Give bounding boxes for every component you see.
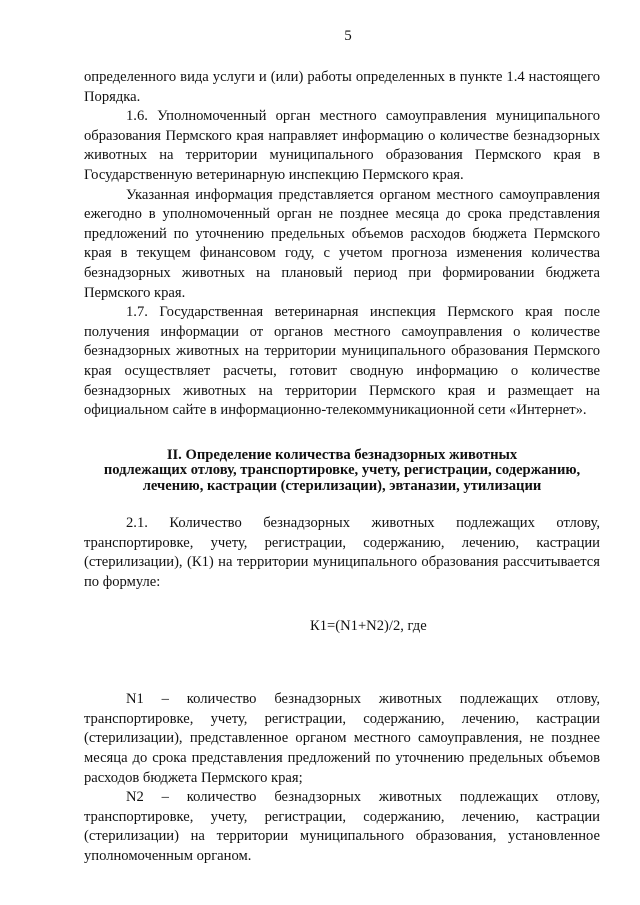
paragraph-2-1: 2.1. Количество безнадзорных животных подлежащих отлову, транспортировке, учету, регистрации, содержанию, лечению, кастрации (стерилизации), (К1) на территории муниципального образования рассчитывается по формуле: <box>84 515 600 590</box>
page-number: 5 <box>344 28 352 44</box>
section-title-line-1: II. Определение количества безнадзорных животных <box>166 446 518 463</box>
paragraph-1-6-info: Указанная информация представляется органом местного самоуправления ежегодно в уполномоченный орган не позднее месяца до срока представления предложений по уточнению предельных объемов расходов бюджета Пермского края в текущем финансовом году, с учетом прогноза изменения количества безнадзорных животных на плановый период при формировании бюджета Пермского края. <box>84 186 600 301</box>
paragraph-1-6: 1.6. Уполномоченный орган местного самоуправления муниципального образования Пермского края направляет информацию о количестве безнадзорных животных на территории муниципального образования Пермского края в Государственную ветеринарную инспекцию Пермского края. <box>84 108 600 183</box>
paragraph-1-7: 1.7. Государственная ветеринарная инспекция Пермского края после получения информации от органов местного самоуправления о количестве безнадзорных животных на территории муниципального образования Пермского края осуществляет расчеты, готовит сводную информацию о количестве безнадзорных животных на территории Пермского края и размещает на официальном сайте в информационно-телекоммуникационной сети «Интернет». <box>84 304 600 419</box>
section-title-line-3: лечению, кастрации (стерилизации), эвтаназии, утилизации <box>142 477 542 494</box>
formula: К1=(N1+N2)/2, где <box>310 617 427 634</box>
section-title <box>84 448 600 495</box>
section-title-line-2: подлежащих отлову, транспортировке, учету, регистрации, содержанию, <box>103 462 581 479</box>
definition-n2: N2 – количество безнадзорных животных подлежащих отлову, транспортировке, учету, регистрации, содержанию, лечению, кастрации (стерилизации) на территории муниципального образования, установленное уполномоченным органом. <box>84 789 600 864</box>
definition-n1: N1 – количество безнадзорных животных подлежащих отлову, транспортировке, учету, регистрации, содержанию, лечению, кастрации (стерилизации), представленное органом местного самоуправления, не позднее месяца до срока представления предложений по уточнению предельных объемов расходов бюджета Пермского края; <box>84 691 600 786</box>
paragraph-continuation: определенного вида услуги и (или) работы определенных в пункте 1.4 настоящего Порядка. <box>84 69 600 105</box>
